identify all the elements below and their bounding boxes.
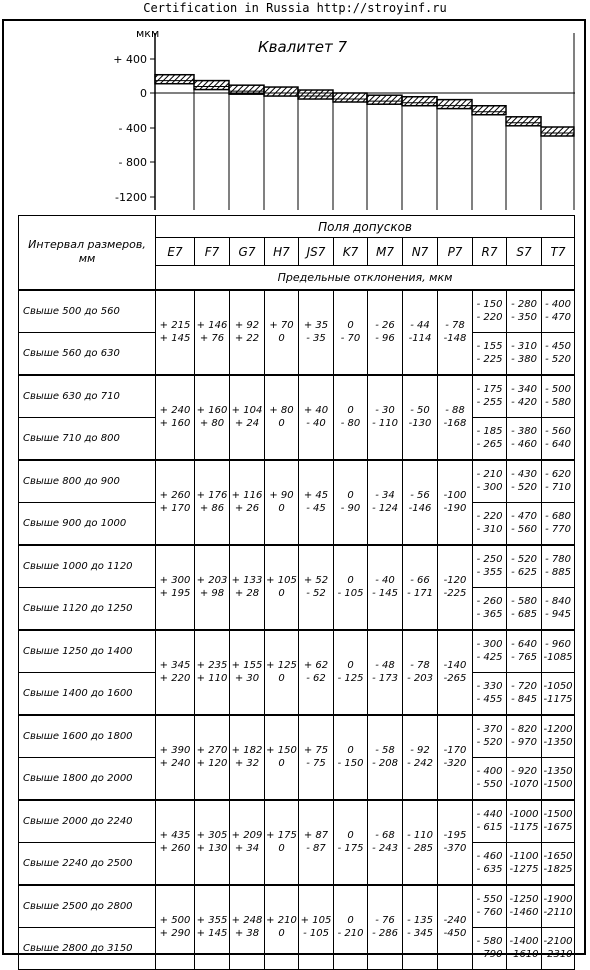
deviation-cell: - 520 - 625 bbox=[507, 545, 542, 588]
deviation-cell: + 235 + 110 bbox=[195, 630, 230, 715]
deviation-cell: - 135 - 345 bbox=[403, 885, 438, 970]
deviation-cell: + 155 + 30 bbox=[230, 630, 265, 715]
deviation-cell: + 45 - 45 bbox=[299, 460, 334, 545]
deviations-header: Предельные отклонения, мкм bbox=[156, 266, 575, 290]
deviation-cell: - 250 - 355 bbox=[473, 545, 507, 588]
chart-band-N7 bbox=[402, 97, 437, 106]
table-row bbox=[19, 290, 575, 333]
size-range: Свыше 800 до 900 bbox=[19, 460, 156, 503]
deviation-cell: - 66 - 171 bbox=[403, 545, 438, 630]
fields-header: Поля допусков bbox=[156, 216, 575, 238]
deviation-cell: - 78 - 203 bbox=[403, 630, 438, 715]
deviation-cell: -1500 -1675 bbox=[542, 800, 575, 843]
deviation-cell: -2100 -2310 bbox=[542, 927, 575, 969]
deviation-cell: - 920 -1070 bbox=[507, 757, 542, 800]
size-range: Свыше 1800 до 2000 bbox=[19, 757, 156, 800]
table-row bbox=[19, 630, 575, 673]
chart-tick-label: + 400 bbox=[113, 53, 147, 66]
chart-unit-label: мкм bbox=[136, 27, 160, 40]
deviation-cell: - 370 - 520 bbox=[473, 715, 507, 758]
deviation-cell: - 150 - 220 bbox=[473, 290, 507, 333]
deviation-cell: + 210 0 bbox=[265, 885, 299, 970]
size-range: Свыше 2800 до 3150 bbox=[19, 927, 156, 969]
chart-title: Квалитет 7 bbox=[258, 38, 348, 56]
chart-band-M7 bbox=[367, 95, 402, 104]
table-row bbox=[19, 885, 575, 928]
deviation-cell: + 92 + 22 bbox=[230, 290, 265, 375]
deviation-cell: + 75 - 75 bbox=[299, 715, 334, 800]
deviation-cell: - 185 - 265 bbox=[473, 417, 507, 460]
deviation-cell: + 203 + 98 bbox=[195, 545, 230, 630]
field-header-T7: T7 bbox=[542, 238, 575, 266]
deviation-cell: - 56 -146 bbox=[403, 460, 438, 545]
deviation-cell: + 62 - 62 bbox=[299, 630, 334, 715]
deviation-cell: - 26 - 96 bbox=[368, 290, 403, 375]
chart-band-T7 bbox=[541, 127, 574, 136]
deviation-cell: - 220 - 310 bbox=[473, 502, 507, 545]
deviation-cell: - 40 - 145 bbox=[368, 545, 403, 630]
size-range: Свыше 500 до 560 bbox=[19, 290, 156, 333]
table-row bbox=[19, 460, 575, 503]
deviation-cell: - 550 - 760 bbox=[473, 885, 507, 928]
deviation-cell: + 500 + 290 bbox=[156, 885, 195, 970]
size-range: Свыше 1400 до 1600 bbox=[19, 672, 156, 715]
deviation-cell: -1050 -1175 bbox=[542, 672, 575, 715]
deviation-cell: + 70 0 bbox=[265, 290, 299, 375]
deviation-cell: - 68 - 243 bbox=[368, 800, 403, 885]
deviation-cell: - 560 - 640 bbox=[542, 417, 575, 460]
deviation-cell: - 78 -148 bbox=[438, 290, 473, 375]
interval-header: Интервал размеров, мм bbox=[19, 216, 156, 290]
chart-band-S7 bbox=[506, 117, 541, 126]
chart-tick-label: 0 bbox=[140, 87, 147, 100]
deviation-cell: - 30 - 110 bbox=[368, 375, 403, 460]
deviation-cell: - 580 - 685 bbox=[507, 587, 542, 630]
deviation-cell: - 640 - 765 bbox=[507, 630, 542, 673]
deviation-cell: - 460 - 635 bbox=[473, 842, 507, 885]
deviation-cell: - 76 - 286 bbox=[368, 885, 403, 970]
deviation-cell: - 620 - 710 bbox=[542, 460, 575, 503]
deviation-cell: -1100 -1275 bbox=[507, 842, 542, 885]
deviation-cell: - 210 - 300 bbox=[473, 460, 507, 503]
deviation-cell: + 176 + 86 bbox=[195, 460, 230, 545]
table-row bbox=[19, 545, 575, 588]
field-header-S7: S7 bbox=[507, 238, 542, 266]
field-header-K7: K7 bbox=[334, 238, 368, 266]
deviation-cell: + 104 + 24 bbox=[230, 375, 265, 460]
deviation-cell: 0 - 150 bbox=[334, 715, 368, 800]
size-range: Свыше 710 до 800 bbox=[19, 417, 156, 460]
deviation-cell: + 175 0 bbox=[265, 800, 299, 885]
deviation-cell: + 215 + 145 bbox=[156, 290, 195, 375]
deviation-cell: + 248 + 38 bbox=[230, 885, 265, 970]
chart-band-G7 bbox=[229, 85, 264, 94]
size-range: Свыше 900 до 1000 bbox=[19, 502, 156, 545]
field-header-E7: E7 bbox=[156, 238, 195, 266]
deviation-cell: + 345 + 220 bbox=[156, 630, 195, 715]
deviation-cell: - 88 -168 bbox=[438, 375, 473, 460]
deviation-cell: -1900 -2110 bbox=[542, 885, 575, 928]
deviation-cell: 0 - 90 bbox=[334, 460, 368, 545]
page-header-url: Certification in Russia http://stroyinf.ru bbox=[143, 1, 447, 15]
deviation-cell: - 960 -1085 bbox=[542, 630, 575, 673]
deviation-cell: - 155 - 225 bbox=[473, 332, 507, 375]
size-range: Свыше 2240 до 2500 bbox=[19, 842, 156, 885]
size-range: Свыше 2500 до 2800 bbox=[19, 885, 156, 928]
field-header-P7: P7 bbox=[438, 238, 473, 266]
field-header-N7: N7 bbox=[403, 238, 438, 266]
chart-band-R7 bbox=[472, 106, 506, 115]
deviation-cell: - 380 - 460 bbox=[507, 417, 542, 460]
deviation-cell: + 435 + 260 bbox=[156, 800, 195, 885]
deviation-cell: + 87 - 87 bbox=[299, 800, 334, 885]
deviation-cell: - 44 -114 bbox=[403, 290, 438, 375]
deviation-cell: -1350 -1500 bbox=[542, 757, 575, 800]
deviation-cell: -1400 -1610 bbox=[507, 927, 542, 969]
chart-tick-label: - 400 bbox=[118, 122, 147, 135]
chart-band-E7 bbox=[155, 75, 194, 84]
deviation-cell: - 300 - 425 bbox=[473, 630, 507, 673]
chart-band-P7 bbox=[437, 100, 472, 109]
deviation-cell: - 330 - 455 bbox=[473, 672, 507, 715]
deviation-cell: -170 -320 bbox=[438, 715, 473, 800]
deviation-cell: + 305 + 130 bbox=[195, 800, 230, 885]
field-header-F7: F7 bbox=[195, 238, 230, 266]
deviation-cell: + 105 - 105 bbox=[299, 885, 334, 970]
field-header-H7: H7 bbox=[265, 238, 299, 266]
deviation-cell: - 430 - 520 bbox=[507, 460, 542, 503]
deviation-cell: + 80 0 bbox=[265, 375, 299, 460]
deviation-cell: + 125 0 bbox=[265, 630, 299, 715]
field-header-M7: M7 bbox=[368, 238, 403, 266]
deviation-cell: - 440 - 615 bbox=[473, 800, 507, 843]
deviation-cell: - 175 - 255 bbox=[473, 375, 507, 418]
deviation-cell: - 48 - 173 bbox=[368, 630, 403, 715]
deviation-cell: + 355 + 145 bbox=[195, 885, 230, 970]
deviation-cell: - 580 - 790 bbox=[473, 927, 507, 969]
deviation-cell: + 270 + 120 bbox=[195, 715, 230, 800]
deviation-cell: + 150 0 bbox=[265, 715, 299, 800]
deviation-cell: + 160 + 80 bbox=[195, 375, 230, 460]
tolerance-chart bbox=[0, 0, 590, 215]
deviation-cell: - 720 - 845 bbox=[507, 672, 542, 715]
deviation-cell: - 820 - 970 bbox=[507, 715, 542, 758]
chart-band-K7 bbox=[333, 93, 367, 102]
deviation-cell: -1200 -1350 bbox=[542, 715, 575, 758]
table-row bbox=[19, 800, 575, 843]
deviation-cell: - 400 - 470 bbox=[542, 290, 575, 333]
deviation-cell: - 92 - 242 bbox=[403, 715, 438, 800]
deviation-cell: - 450 - 520 bbox=[542, 332, 575, 375]
field-header-R7: R7 bbox=[473, 238, 507, 266]
deviation-cell: + 116 + 26 bbox=[230, 460, 265, 545]
deviation-cell: - 280 - 350 bbox=[507, 290, 542, 333]
deviation-cell: - 110 - 285 bbox=[403, 800, 438, 885]
deviation-cell: - 470 - 560 bbox=[507, 502, 542, 545]
size-range: Свыше 2000 до 2240 bbox=[19, 800, 156, 843]
deviation-cell: - 400 - 550 bbox=[473, 757, 507, 800]
deviation-cell: - 58 - 208 bbox=[368, 715, 403, 800]
table-row bbox=[19, 375, 575, 418]
chart-band-H7 bbox=[264, 87, 298, 96]
deviation-cell: 0 - 70 bbox=[334, 290, 368, 375]
chart-band-JS7 bbox=[298, 90, 333, 99]
deviation-cell: + 146 + 76 bbox=[195, 290, 230, 375]
deviation-cell: - 840 - 945 bbox=[542, 587, 575, 630]
field-header-JS7: JS7 bbox=[299, 238, 334, 266]
deviation-cell: - 500 - 580 bbox=[542, 375, 575, 418]
deviation-cell: - 780 - 885 bbox=[542, 545, 575, 588]
table-row bbox=[19, 715, 575, 758]
deviation-cell: 0 - 105 bbox=[334, 545, 368, 630]
chart-tick-label: - 800 bbox=[118, 156, 147, 169]
deviation-cell: + 390 + 240 bbox=[156, 715, 195, 800]
size-range: Свыше 1000 до 1120 bbox=[19, 545, 156, 588]
deviation-cell: + 133 + 28 bbox=[230, 545, 265, 630]
deviation-cell: -1000 -1175 bbox=[507, 800, 542, 843]
field-header-G7: G7 bbox=[230, 238, 265, 266]
deviation-cell: + 240 + 160 bbox=[156, 375, 195, 460]
size-range: Свыше 630 до 710 bbox=[19, 375, 156, 418]
deviation-cell: - 50 -130 bbox=[403, 375, 438, 460]
deviation-cell: - 680 - 770 bbox=[542, 502, 575, 545]
tolerance-table bbox=[18, 215, 575, 970]
chart-tick-label: -1200 bbox=[115, 191, 147, 204]
deviation-cell: -100 -190 bbox=[438, 460, 473, 545]
deviation-cell: + 35 - 35 bbox=[299, 290, 334, 375]
deviation-cell: -140 -265 bbox=[438, 630, 473, 715]
deviation-cell: + 105 0 bbox=[265, 545, 299, 630]
chart-band-F7 bbox=[194, 81, 229, 90]
deviation-cell: -1250 -1460 bbox=[507, 885, 542, 928]
size-range: Свыше 560 до 630 bbox=[19, 332, 156, 375]
deviation-cell: + 52 - 52 bbox=[299, 545, 334, 630]
deviation-cell: - 310 - 380 bbox=[507, 332, 542, 375]
deviation-cell: 0 - 125 bbox=[334, 630, 368, 715]
deviation-cell: - 340 - 420 bbox=[507, 375, 542, 418]
deviation-cell: -120 -225 bbox=[438, 545, 473, 630]
deviation-cell: - 260 - 365 bbox=[473, 587, 507, 630]
deviation-cell: + 300 + 195 bbox=[156, 545, 195, 630]
size-range: Свыше 1600 до 1800 bbox=[19, 715, 156, 758]
deviation-cell: 0 - 210 bbox=[334, 885, 368, 970]
size-range: Свыше 1250 до 1400 bbox=[19, 630, 156, 673]
deviation-cell: + 40 - 40 bbox=[299, 375, 334, 460]
deviation-cell: -240 -450 bbox=[438, 885, 473, 970]
deviation-cell: 0 - 80 bbox=[334, 375, 368, 460]
deviation-cell: -1650 -1825 bbox=[542, 842, 575, 885]
deviation-cell: 0 - 175 bbox=[334, 800, 368, 885]
deviation-cell: - 34 - 124 bbox=[368, 460, 403, 545]
deviation-cell: -195 -370 bbox=[438, 800, 473, 885]
deviation-cell: + 260 + 170 bbox=[156, 460, 195, 545]
deviation-cell: + 209 + 34 bbox=[230, 800, 265, 885]
size-range: Свыше 1120 до 1250 bbox=[19, 587, 156, 630]
deviation-cell: + 182 + 32 bbox=[230, 715, 265, 800]
deviation-cell: + 90 0 bbox=[265, 460, 299, 545]
